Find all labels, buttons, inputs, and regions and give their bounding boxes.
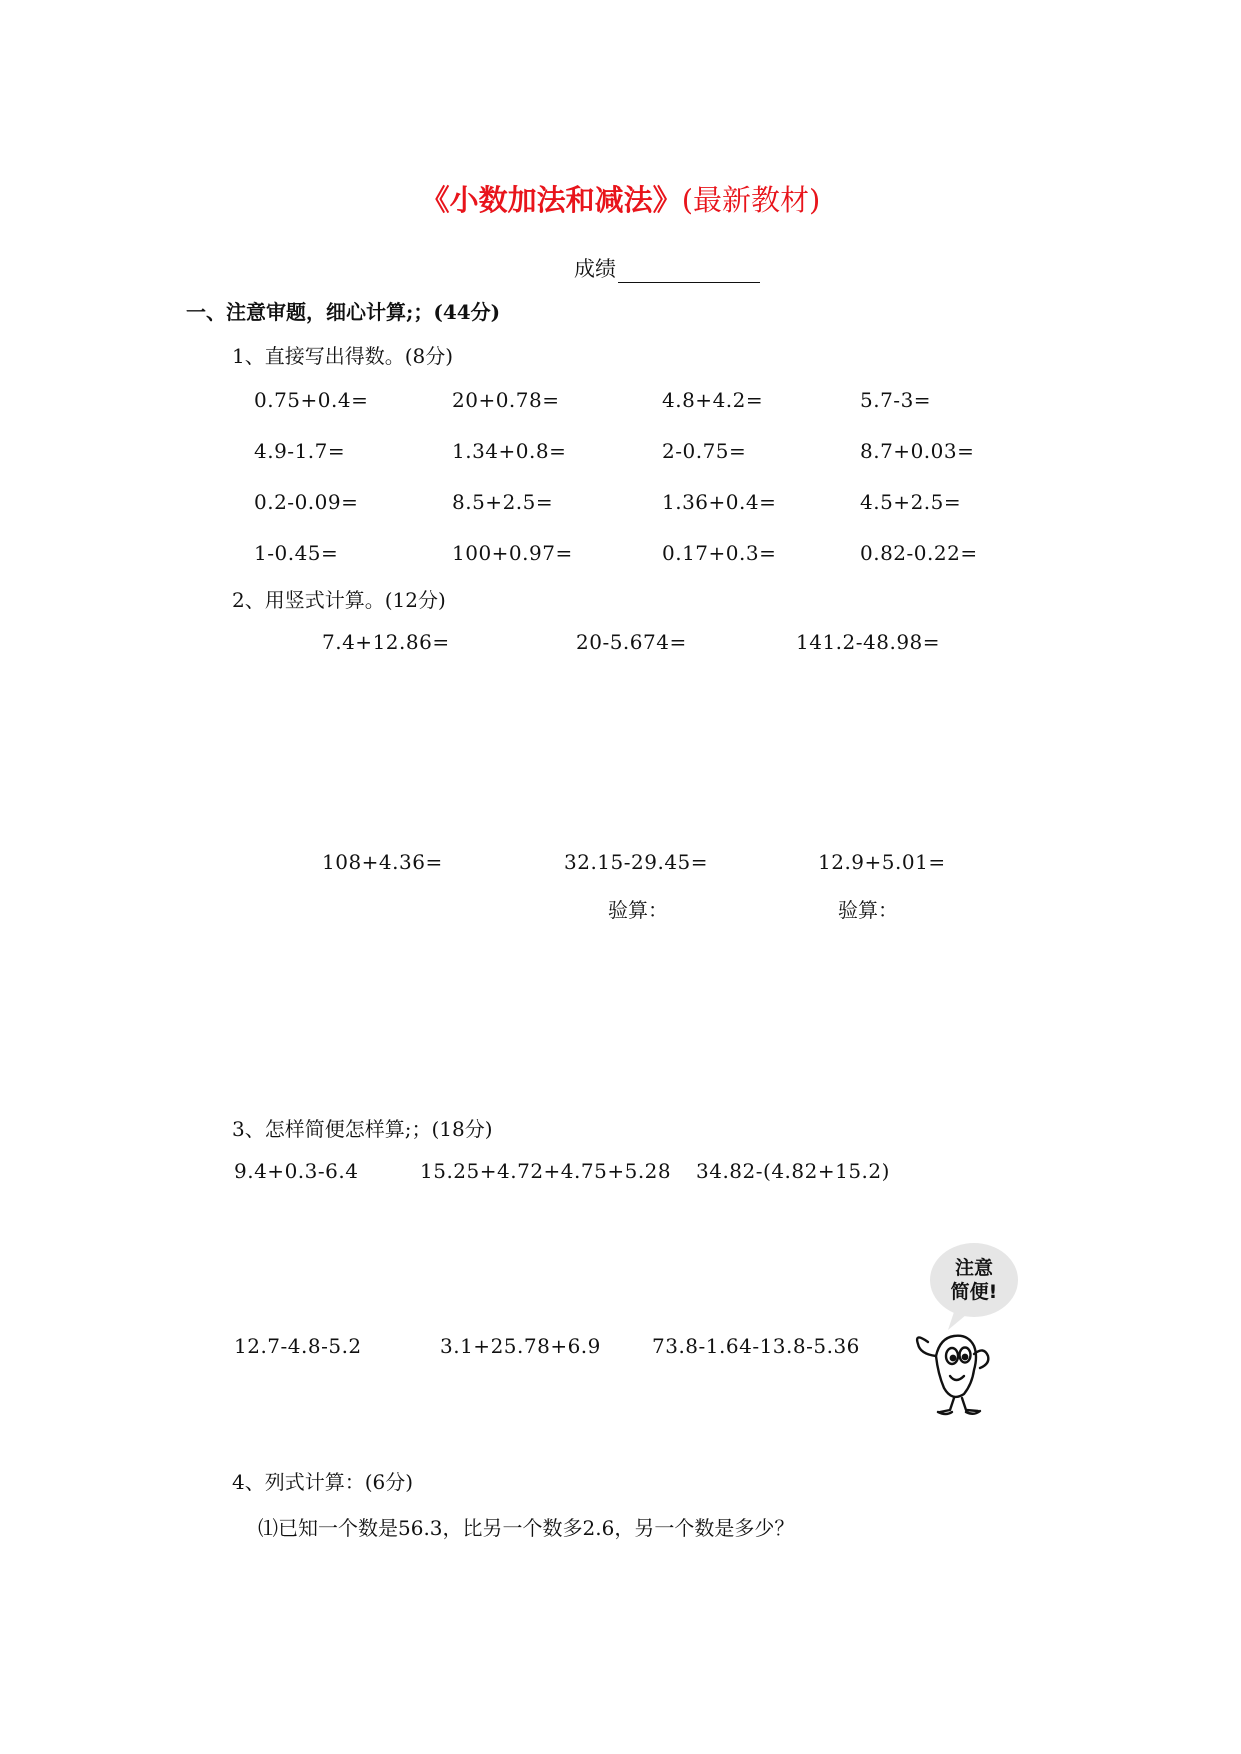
- section-1-heading: 一、注意审题，细心计算;；(44分): [186, 300, 501, 324]
- q2-expr: 12.9+5.01=: [818, 850, 946, 874]
- q1-expr: 8.7+0.03=: [860, 439, 975, 463]
- q4-label: 4、列式计算：(6分): [232, 1470, 414, 1494]
- q2-expr: 20-5.674=: [576, 630, 687, 654]
- q3-expr: 12.7-4.8-5.2: [234, 1334, 362, 1358]
- q3-expr: 73.8-1.64-13.8-5.36: [652, 1334, 860, 1358]
- title-main: 《小数加法和减法》: [420, 183, 682, 217]
- q1-expr: 0.17+0.3=: [662, 541, 777, 565]
- q1-expr: 0.75+0.4=: [254, 388, 369, 412]
- q1-expr: 4.8+4.2=: [662, 388, 764, 412]
- q2-label: 2、用竖式计算。(12分): [232, 588, 446, 612]
- q4-item-1: ⑴已知一个数是56.3，比另一个数多2.6，另一个数是多少？: [258, 1516, 795, 1540]
- q1-expr: 4.9-1.7=: [254, 439, 346, 463]
- q1-expr: 1.34+0.8=: [452, 439, 567, 463]
- q2-expr: 32.15-29.45=: [564, 850, 709, 874]
- cartoon-character: [917, 1336, 988, 1414]
- q1-expr: 1-0.45=: [254, 541, 339, 565]
- q1-expr: 2-0.75=: [662, 439, 747, 463]
- q3-expr: 15.25+4.72+4.75+5.28: [420, 1159, 672, 1183]
- q1-expr: 0.2-0.09=: [254, 490, 359, 514]
- q1-expr: 100+0.97=: [452, 541, 573, 565]
- q1-expr: 1.36+0.4=: [662, 490, 777, 514]
- mascot-illustration: [910, 1238, 1030, 1418]
- speech-bubble: [930, 1243, 1018, 1317]
- q3-expr: 34.82-(4.82+15.2): [696, 1159, 890, 1183]
- q3-expr: 9.4+0.3-6.4: [234, 1159, 359, 1183]
- q1-expr: 5.7-3=: [860, 388, 932, 412]
- q3-expr: 3.1+25.78+6.9: [440, 1334, 601, 1358]
- q1-label: 1、直接写出得数。(8分): [232, 344, 454, 368]
- score-blank[interactable]: [618, 262, 760, 283]
- check-label: 验算：: [608, 898, 668, 922]
- score-field: [574, 253, 760, 283]
- q3-label: 3、怎样简便怎样算;；(18分): [232, 1117, 493, 1141]
- q1-expr: 0.82-0.22=: [860, 541, 978, 565]
- q2-expr: 7.4+12.86=: [322, 630, 450, 654]
- bubble-text-1: 注意: [954, 1257, 994, 1279]
- bubble-text-2: 简便!: [950, 1281, 998, 1303]
- score-label: 成绩: [574, 257, 616, 281]
- title-sub: (最新教材): [681, 183, 821, 217]
- q1-expr: 20+0.78=: [452, 388, 560, 412]
- check-label: 验算：: [838, 898, 898, 922]
- q2-expr: 108+4.36=: [322, 850, 443, 874]
- q2-expr: 141.2-48.98=: [796, 630, 941, 654]
- q1-expr: 8.5+2.5=: [452, 490, 554, 514]
- q1-expr: 4.5+2.5=: [860, 490, 962, 514]
- page-title: [0, 178, 1241, 219]
